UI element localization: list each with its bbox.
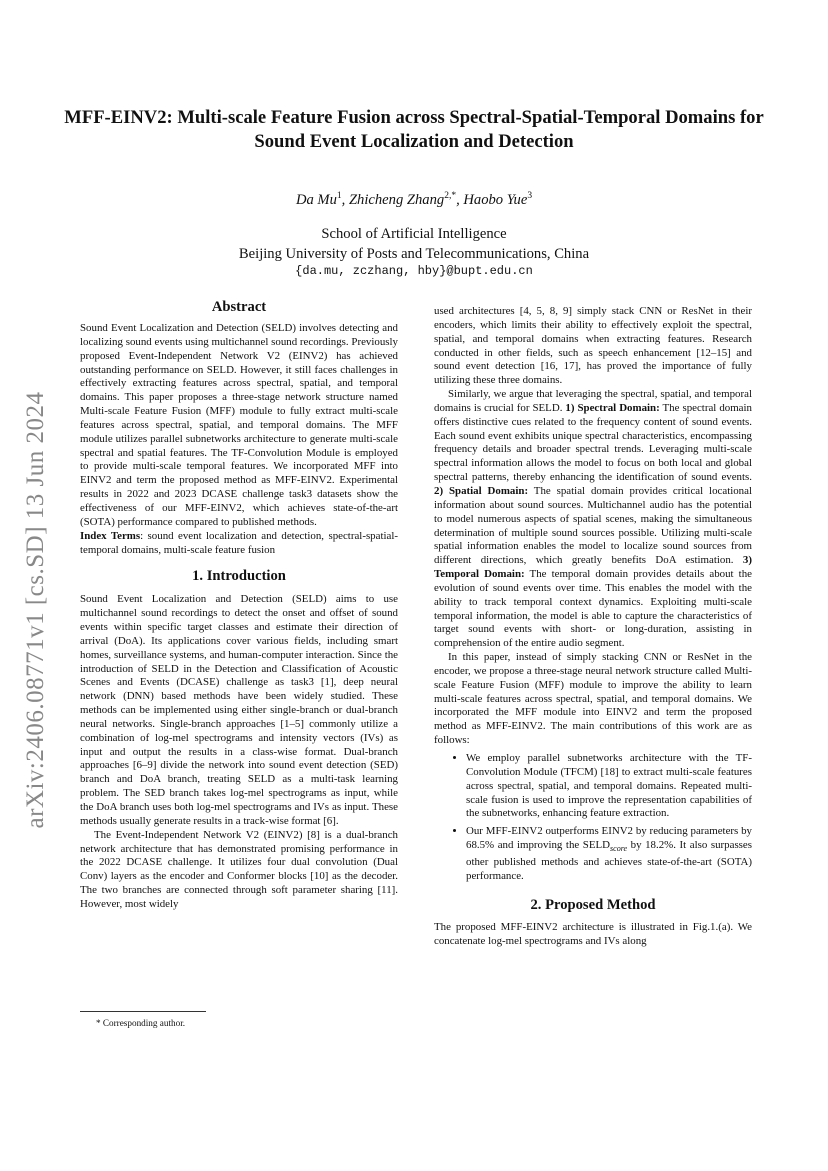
index-terms-label: Index Terms [80, 529, 141, 542]
author-affil-mark: 3 [527, 191, 533, 201]
intro-domains-paragraph: Similarly, we argue that leveraging the spectral, spatial, and temporal domains is crucial for SELD. 1) Spectral Domain: The spectral domain offers distinctive cues related to the frequency content of sound events. Each sound event exhibits unique spectral characteristics, encompassing frequency details and broader spectral trends. Leveraging multi-scale spectral information allows the model to focus on both local and global spectral patterns, thereby enhancing the identification of sound events. 2) Spatial Domain: The spatial domain provides critical locational information about sound sources. Multichannel audio has the potential to model numerous aspects of spatial scenes, making the simultaneous determination of multiple sound sources possible. Utilizing multi-scale spatial information enables the model to localize sound sources from different directions, which greatly benefits DoA estimation. 3) Temporal Domain: The temporal domain provides details about the evolution of sound events over time. This enables the model with the ability to track temporal context dynamics. Exploiting multi-scale temporal information, the model is able to capture the characteristics of target sound events with short- or long-duration, assisting in comprehension of the entire audio segment. [434, 388, 752, 650]
author-list: Da Mu$^1$, Zhicheng Zhang$^{2,*}$, Haobo Yue$^3$ [295, 191, 533, 208]
spatial-domain-label: 2) Spatial Domain: [434, 484, 529, 497]
author-name: Haobo Yue [463, 191, 528, 208]
author-affil-mark: 1 [336, 191, 342, 201]
author-name: Da Mu [295, 191, 337, 208]
paper-title: MFF-EINV2: Multi-scale Feature Fusion across Spectral-Spatial-Temporal Domains for Sound Event Localization and Detection [64, 107, 764, 152]
affiliation-university: Beijing University of Posts and Telecommunications, China [238, 246, 590, 262]
proposed-method-heading: 2. Proposed Method [530, 896, 656, 913]
temporal-domain-label: 3) Temporal Domain: [434, 554, 752, 581]
contribution-item: • Our MFF-EINV2 outperforms EINV2 by reducing parameters by 68.5% and improving the $SELD_{score}$ by 18.2%. It also surpasses other published methods and achieves state-of-the-art (SOTA) performance. [466, 825, 752, 884]
author-name: Zhicheng Zhang [348, 191, 445, 208]
left-column [80, 298, 398, 912]
index-terms-text: : sound event localization and detection, spectral-spatial-temporal domains, multi-scale feature fusion [80, 529, 398, 556]
intro-paragraph: In this paper, instead of simply stacking CNN or ResNet in the encoder, we propose a three-stage neural network structure called Multi-scale Feature Fusion (MFF) module to improve the ability to learn multi-scale features across spectral, spatial, and temporal domains. We incorporated the MFF module into EINV2 and term the proposed method as MFF-EINV2. The main contributions of this work are as follows: [434, 651, 752, 747]
right-column [434, 305, 752, 948]
introduction-heading: 1. Introduction [192, 568, 286, 585]
abstract-heading: Abstract [211, 299, 267, 315]
contribution-item: • We employ parallel subnetworks architecture with the TF-Convolution Module (TFCM) [18] to extract multi-scale features across spectral, spatial, and temporal domains. Repeated multi-scale fusion is used to improve the representation capabilities of the subnetworks, enhancing feature extraction. [466, 752, 752, 821]
author-affil-mark: 2,* [444, 191, 457, 201]
arxiv-id-text: arXiv:2406.08771v1 [cs.SD] 13 Jun 2024 [22, 391, 49, 829]
contributions-list [434, 752, 752, 884]
footnote-divider [80, 1011, 206, 1012]
affiliation [0, 224, 828, 264]
author-emails: {da.mu, zczhang, hby}@bupt.edu.cn [295, 264, 533, 278]
intro-paragraph: Sound Event Localization and Detection (SELD) aims to use multichannel sound recordings to detect the onset and offset of sound events within specific target classes and estimate their direction of arrival (DoA). Its applications cover various fields, including smart homes, surveillance systems, and human-computer interaction. Since the introduction of SELD in the Detection and Classification of Acoustic Scenes and Events (DCASE) challenge as task3 [1], deep neural network (DNN) based methods have been widely studied. These methods can be implemented using either single-branch or dual-branch neural networks. Single-branch approaches [1–5] commonly utilize a combination of log-mel spectrograms and intensity vectors (IVs) as input and output the results in a class-wise format. Dual-branch approaches [6–9] divide the network into sound event detection (SED) branch and DoA branch, treating SELD as a multi-task learning problem. The SED branch takes log-mel spectrograms as input, while the DoA branch uses both log-mel spectrograms and IVs as input. These methods usually generate results in a track-wise format [6]. [80, 593, 398, 827]
abstract-text: Sound Event Localization and Detection (SELD) involves detecting and localizing sound events using multichannel sound recordings. Previously proposed Event-Independent Network V2 (EINV2) has achieved outstanding performance on SELD. However, it still faces challenges in effectively extracting features across spectral, spatial, and temporal domains. This paper proposes a three-stage network structure named Multi-scale Feature Fusion (MFF) module to fully extract multi-scale features across spectral, spatial, and temporal domains. The MFF module utilizes parallel subnetworks architecture to generate multi-scale spectral and spatial features. The TF-Convolution Module is employed to provide multi-scale temporal features. We incorporated MFF into EINV2 and term the proposed method as MFF-EINV2. Experimental results in 2022 and 2023 DCASE challenge task3 datasets show the effectiveness of our MFF-EINV2, which achieves state-of-the-art (SOTA) performance compared to published methods. [80, 322, 398, 528]
intro-paragraph: used architectures [4, 5, 8, 9] simply stack CNN or ResNet in their encoders, which limits their ability to effectively exploit the spectral, spatial, and temporal domains when extracting features. Research conducted in other fields, such as speech enhancement [12–15] and sound event detection [16, 17], has proved the importance of fully utilizing these three domains. [434, 305, 752, 387]
intro-paragraph: The Event-Independent Network V2 (EINV2) [8] is a dual-branch network architecture that has demonstrated promising performance in the 2022 DCASE challenge. It utilizes four dual convolution (Dual Conv) layers as the encoder and Conformer blocks [10] as the decoder. The two branches are connected through soft parameter sharing [11]. However, most widely [80, 828, 398, 910]
corresponding-author-footnote: * Corresponding author. [96, 1018, 186, 1028]
spectral-domain-label: 1) Spectral Domain: [565, 401, 660, 414]
index-terms [80, 530, 398, 558]
arxiv-side-identifier [6, 370, 66, 850]
method-paragraph: The proposed MFF-EINV2 architecture is illustrated in Fig.1.(a). We concatenate log-mel spectrograms and IVs along [434, 920, 752, 947]
affiliation-school: School of Artificial Intelligence [321, 226, 507, 242]
seld-score-subscript: score [610, 844, 628, 854]
